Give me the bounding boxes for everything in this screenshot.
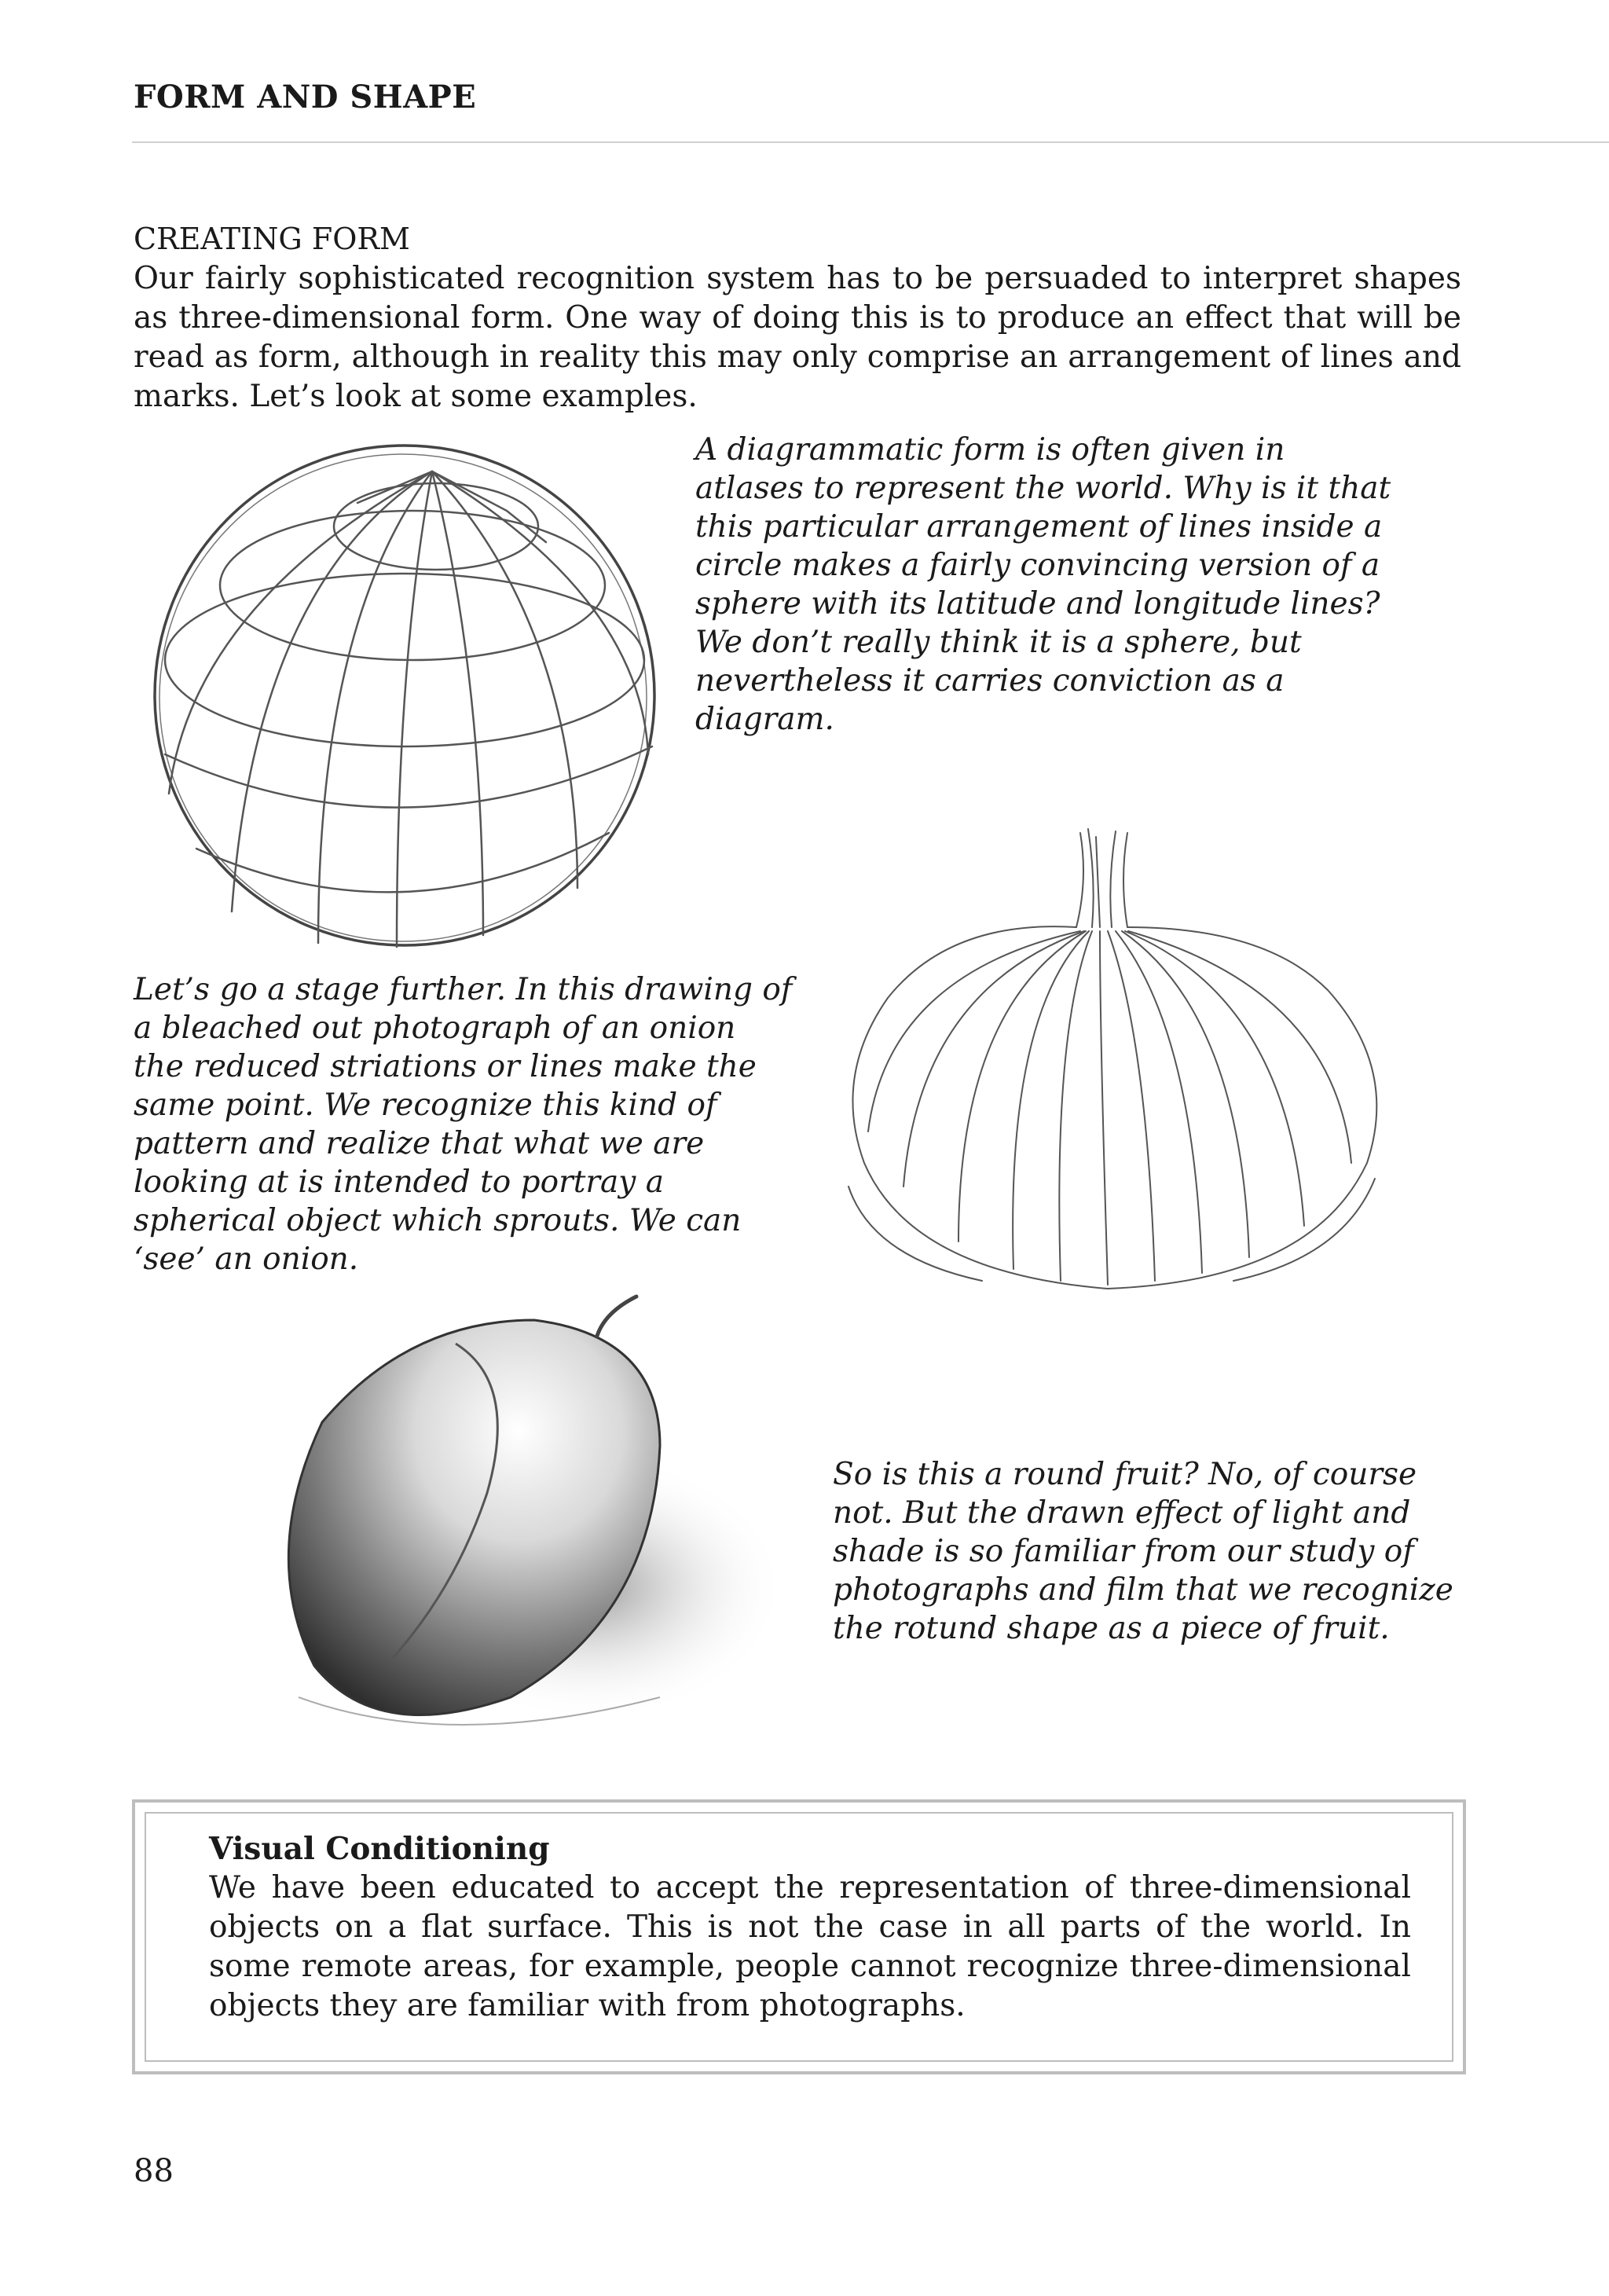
section-title: CREATING FORM — [134, 222, 410, 256]
visual-conditioning-box — [132, 1799, 1466, 2074]
fruit-caption: So is this a round fruit? No, of course not. But the drawn effect of light and shade is so familiar from our study of photographs and film that we recognize the rotund shape as a piece of fruit. — [833, 1457, 1453, 1646]
header-rule — [132, 141, 1609, 143]
plum-sketch — [251, 1289, 786, 1760]
running-head: FORM AND SHAPE — [134, 79, 477, 116]
onion-caption: Let’s go a stage further. In this drawing of a bleached out photograph of an onion the reduced striations or lines make the same point. We recognize this kind of pattern and realize that what we are looking at is intended to portray a spherical object which sprouts. We can ‘see’ an onion. — [134, 972, 793, 1277]
box-title: Visual Conditioning — [209, 1831, 550, 1867]
intro-paragraph: Our fairly sophisticated recognition system has to be persuaded to interpret shapes as three-dimensional form. One way of doing this is to produce an effect that will be read as form, although in reality this may only comprise an arrangement of lines and marks. Let’s look at some examples. — [134, 261, 1461, 414]
page-number: 88 — [134, 2153, 174, 2189]
onion-sketch — [825, 817, 1406, 1304]
box-text: We have been educated to accept the representation of three-dimensional objects on a flat surface. This is not the case in all parts of the world. In some remote areas, for example, people cannot recognize three-dimensional objects they are familiar with from photographs. — [209, 1870, 1411, 2023]
globe-caption: A diagrammatic form is often given in atlases to represent the world. Why is it that this particular arrangement of lines inside a circle makes a fairly convincing version of a sphere with its latitude and longitude lines? We don’t really think it is a sphere, but nevertheless it carries conviction as a diagram. — [695, 432, 1391, 737]
box-inner-border — [145, 1812, 1453, 2062]
globe-sketch — [137, 424, 672, 959]
